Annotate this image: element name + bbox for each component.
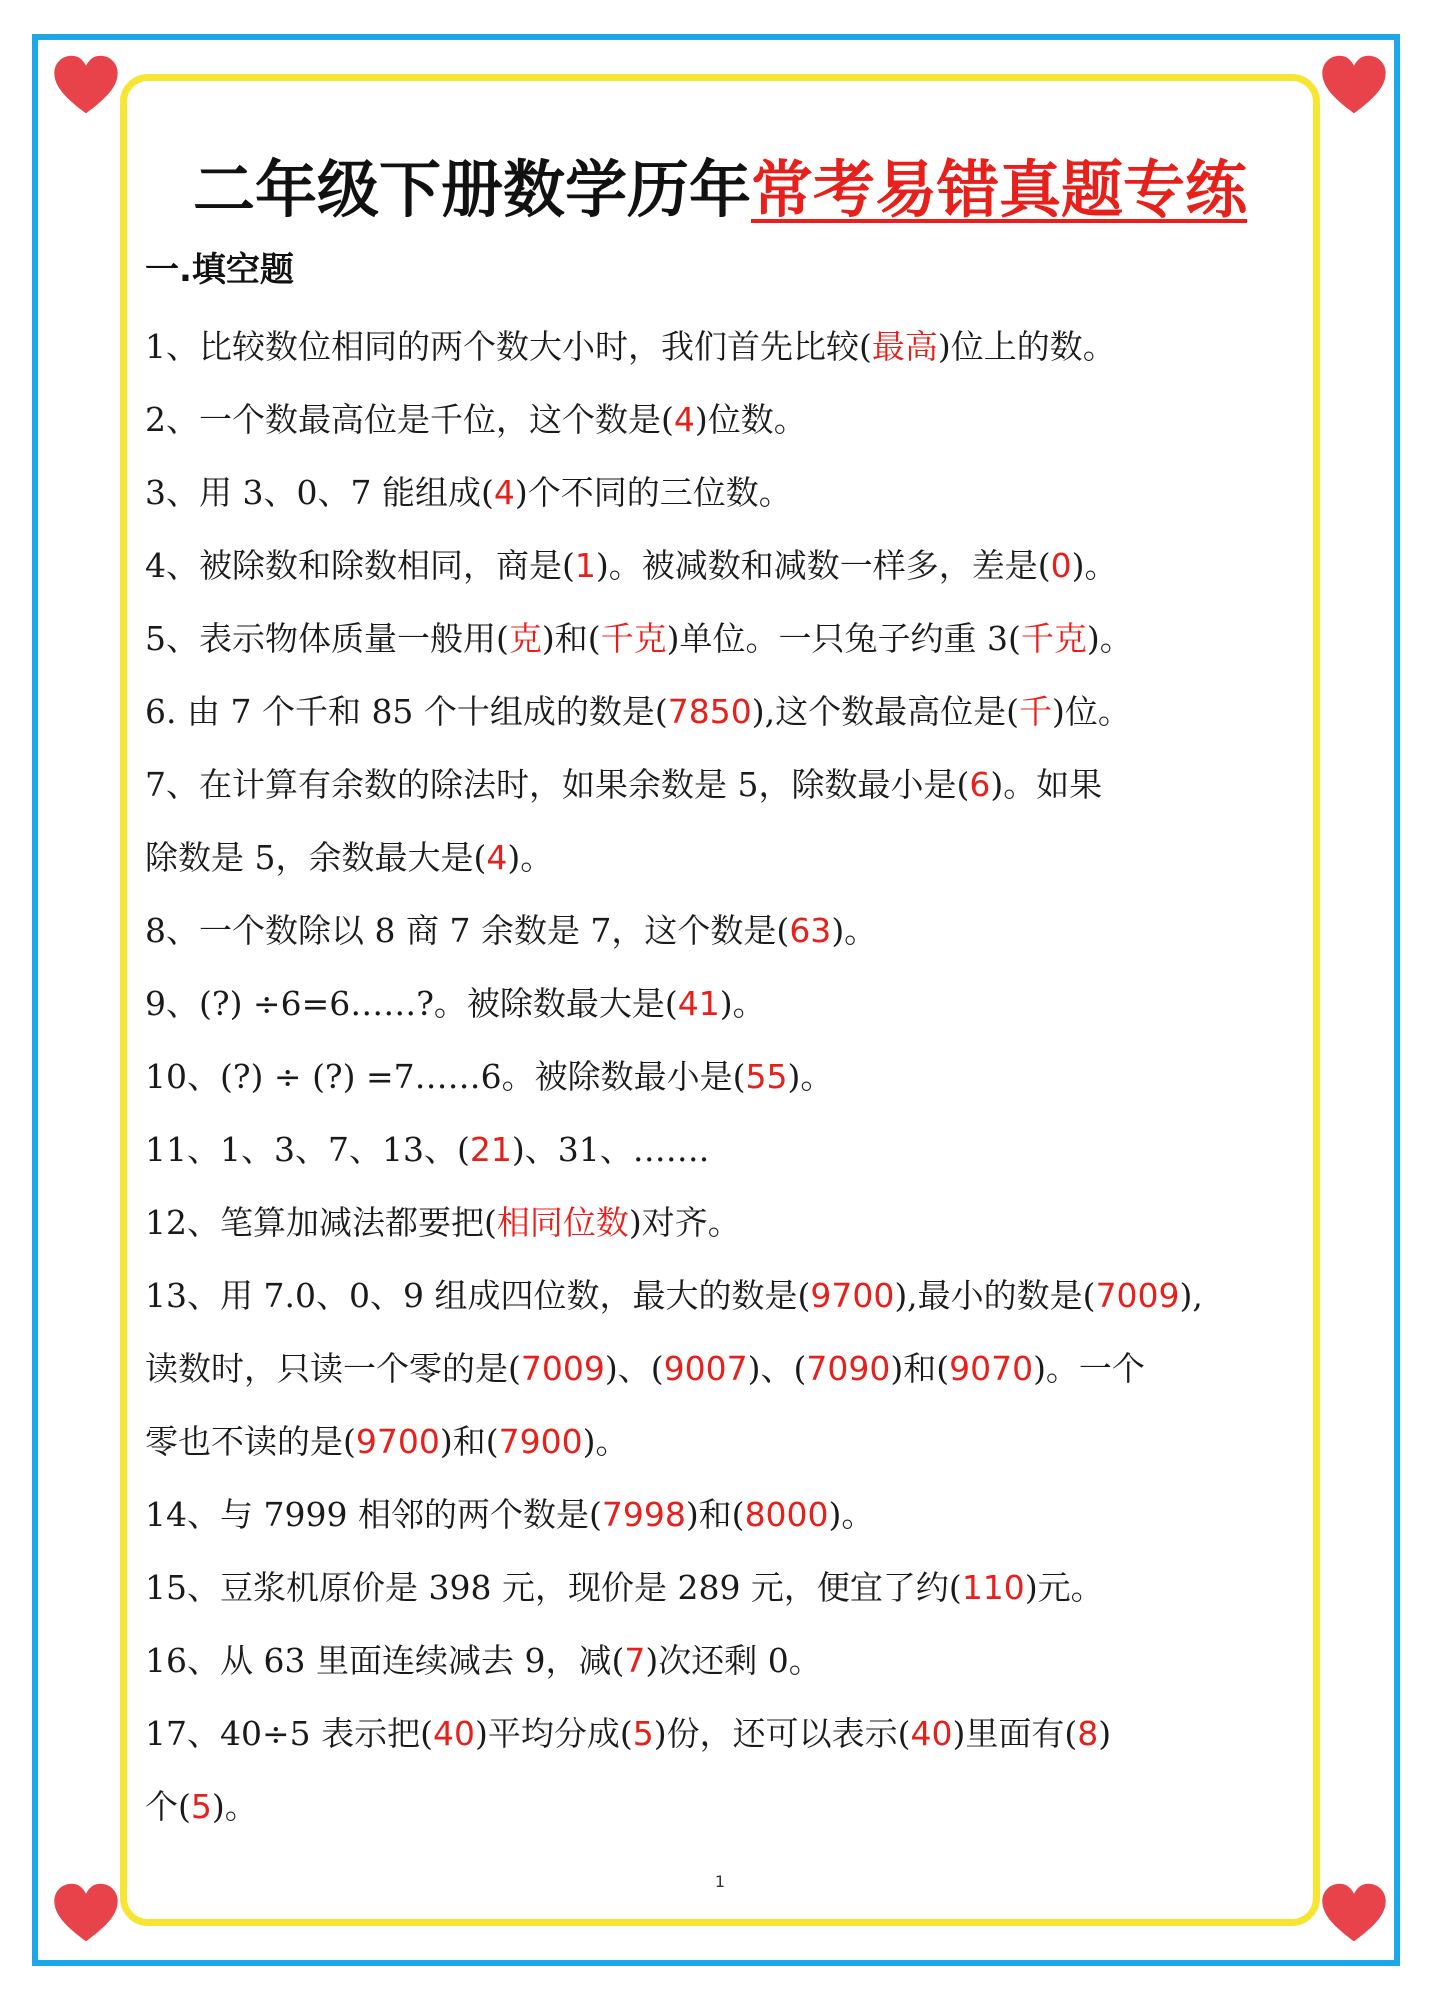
answer: 55 (745, 1057, 788, 1096)
question-text: )。 (1086, 619, 1133, 658)
answer: 7998 (601, 1495, 686, 1534)
question-text: 5、表示物体质量一般用( (145, 619, 509, 658)
question-text: )。 (1071, 546, 1118, 585)
question-text: )、( (747, 1349, 807, 1388)
answer: 7850 (667, 692, 752, 731)
answer: 7090 (806, 1349, 891, 1388)
question-text: 9、(?) ÷6=6……?。被除数最大是( (145, 984, 678, 1023)
answer: 21 (469, 1130, 512, 1169)
question-text: 12、笔算加减法都要把( (145, 1203, 497, 1242)
question-12 (145, 1186, 1295, 1259)
question-text: )。 (828, 1495, 875, 1534)
question-4 (145, 529, 1295, 602)
answer: 4 (493, 473, 515, 512)
question-text: ), (1179, 1276, 1203, 1315)
answer: 8000 (744, 1495, 829, 1534)
question-text: )、31、……. (511, 1130, 710, 1169)
answer: 千克 (600, 619, 667, 658)
question-text: 1、比较数位相同的两个数大小时，我们首先比较( (145, 327, 872, 366)
heart-icon (1318, 50, 1390, 122)
question-text: )位数。 (694, 400, 807, 439)
question-text: 17、40÷5 表示把( (145, 1714, 433, 1753)
question-text: 7、在计算有余数的除法时，如果余数是 5，除数最小是( (145, 765, 970, 804)
question-13-continued (145, 1405, 1295, 1478)
question-text: )位上的数。 (937, 327, 1116, 366)
question-text: )里面有( (952, 1714, 1078, 1753)
answer: 4 (673, 400, 695, 439)
answer: 千克 (1020, 619, 1087, 658)
question-10 (145, 1040, 1295, 1113)
question-text: 14、与 7999 相邻的两个数是( (145, 1495, 602, 1534)
question-text: )。一个 (1033, 1349, 1145, 1388)
question-1 (145, 310, 1295, 383)
answer: 41 (677, 984, 720, 1023)
question-text: 15、豆浆机原价是 398 元，现价是 289 元，便宜了约( (145, 1568, 962, 1607)
question-14 (145, 1478, 1295, 1551)
title-red-part: 常考易错真题专练 (751, 153, 1248, 226)
question-text: 2、一个数最高位是千位，这个数是( (145, 400, 674, 439)
question-text: ),最小的数是( (894, 1276, 1096, 1315)
question-text: )。如果 (990, 765, 1103, 804)
question-text: 除数是 5，余数最大是( (145, 838, 487, 877)
question-text: )位。 (1052, 692, 1131, 731)
question-6 (145, 675, 1295, 748)
page-number: 1 (714, 1872, 726, 1891)
question-text: )份，还可以表示( (653, 1714, 911, 1753)
question-text: 4、被除数和除数相同，商是( (145, 546, 575, 585)
answer: 9700 (810, 1276, 895, 1315)
answer: 110 (961, 1568, 1025, 1607)
question-list (145, 310, 1295, 1843)
answer: 5 (190, 1787, 212, 1826)
answer: 4 (486, 838, 508, 877)
answer: 40 (433, 1714, 475, 1753)
answer: 5 (632, 1714, 654, 1753)
question-8 (145, 894, 1295, 967)
question-text: 11、1、3、7、13、( (145, 1130, 470, 1169)
question-7 (145, 748, 1295, 821)
question-text: ),这个数最高位是( (751, 692, 1020, 731)
question-text: )。 (719, 984, 766, 1023)
answer: 9007 (663, 1349, 748, 1388)
question-text: 16、从 63 里面连续减去 9，减( (145, 1641, 625, 1680)
answer: 千 (1019, 692, 1053, 731)
answer: 40 (910, 1714, 953, 1753)
question-11 (145, 1113, 1295, 1186)
question-3 (145, 456, 1295, 529)
question-9 (145, 967, 1295, 1040)
heart-icon (50, 50, 122, 122)
answer: 最高 (871, 327, 938, 366)
question-text: 零也不读的是( (145, 1422, 356, 1461)
answer: 7009 (1095, 1276, 1180, 1315)
question-text: )次还剩 0。 (645, 1641, 822, 1680)
question-16 (145, 1624, 1295, 1697)
answer: 7900 (498, 1422, 583, 1461)
answer: 6 (969, 765, 991, 804)
answer: 1 (574, 546, 596, 585)
question-text: )个不同的三位数。 (514, 473, 792, 512)
question-13 (145, 1259, 1295, 1332)
question-text: )、( (604, 1349, 664, 1388)
question-text: 6. 由 7 个千和 85 个十组成的数是( (145, 692, 668, 731)
question-text: 读数时，只读一个零的是( (145, 1349, 521, 1388)
question-15 (145, 1551, 1295, 1624)
section-heading: 一.填空题 (145, 250, 294, 290)
question-5 (145, 602, 1295, 675)
question-text: 3、用 3、0、7 能组成( (145, 473, 494, 512)
question-text: )对齐。 (628, 1203, 741, 1242)
question-text: 13、用 7.0、0、9 组成四位数，最大的数是( (145, 1276, 811, 1315)
question-text: 个( (145, 1787, 191, 1826)
question-text: )元。 (1024, 1568, 1104, 1607)
question-17 (145, 1697, 1295, 1770)
answer: 相同位数 (496, 1203, 629, 1242)
question-17-continued (145, 1770, 1295, 1843)
question-text: 10、(?) ÷ (?) =7……6。被除数最小是( (145, 1057, 746, 1096)
question-7-continued (145, 821, 1295, 894)
page-title (0, 150, 1440, 230)
question-text: )平均分成( (475, 1714, 633, 1753)
question-text: )和( (439, 1422, 499, 1461)
answer: 8 (1077, 1714, 1099, 1753)
answer: 9070 (949, 1349, 1034, 1388)
title-black-part: 二年级下册数学历年 (192, 153, 751, 226)
question-text: )。 (582, 1422, 629, 1461)
question-text: ) (1098, 1714, 1112, 1753)
answer: 克 (508, 619, 542, 658)
question-text: )。 (831, 911, 878, 950)
question-13-continued (145, 1332, 1295, 1405)
answer: 7009 (520, 1349, 605, 1388)
question-text: 8、一个数除以 8 商 7 余数是 7，这个数是( (145, 911, 790, 950)
question-text: )。 (211, 1787, 258, 1826)
question-text: )。 (507, 838, 554, 877)
question-text: )。被减数和减数一样多，差是( (595, 546, 1051, 585)
question-text: )。 (787, 1057, 834, 1096)
question-text: )单位。一只兔子约重 3( (666, 619, 1021, 658)
question-text: )和( (685, 1495, 745, 1534)
answer: 9700 (355, 1422, 440, 1461)
question-text: )和( (890, 1349, 950, 1388)
question-2 (145, 383, 1295, 456)
answer: 63 (789, 911, 832, 950)
answer: 0 (1050, 546, 1072, 585)
question-text: )和( (541, 619, 601, 658)
answer: 7 (624, 1641, 646, 1680)
